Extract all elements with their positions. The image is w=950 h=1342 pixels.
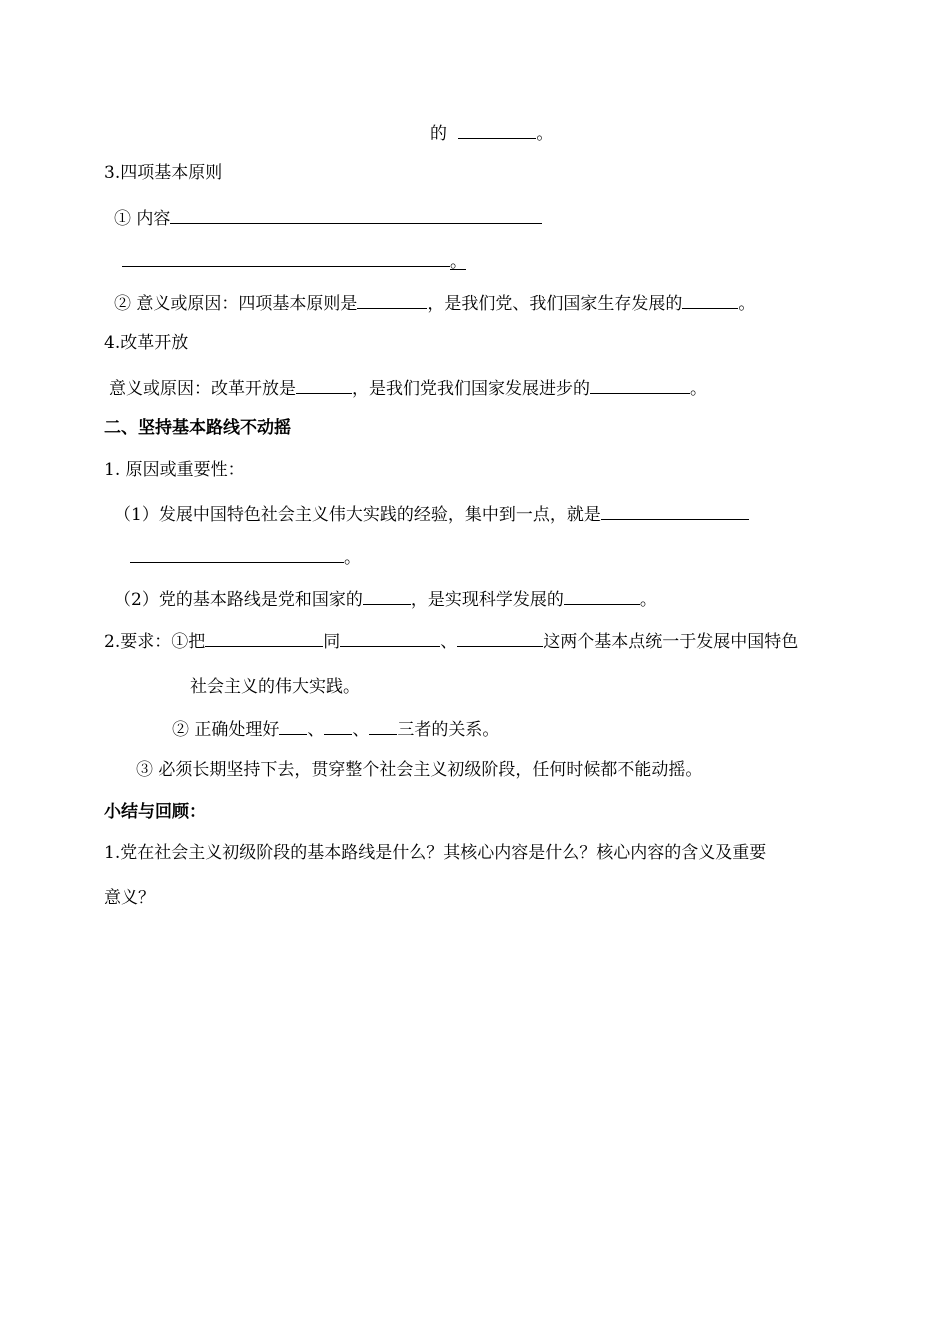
blank-content-1[interactable] [170, 205, 542, 224]
requirement-2-a: ② 正确处理好 [172, 720, 280, 740]
reform-meaning-a: 意义或原因：改革开放是 [109, 379, 296, 399]
blank-req-3[interactable] [457, 628, 543, 647]
line-content [114, 205, 542, 227]
blank-reform-2[interactable] [590, 375, 690, 394]
line-principles-meaning [114, 290, 755, 312]
heading-reform: 4.改革开放 [104, 333, 189, 353]
line-requirement-1-cont: 社会主义的伟大实践。 [190, 677, 360, 697]
principles-meaning-c: 。 [738, 294, 756, 314]
line-requirement-2 [172, 716, 499, 738]
line-reason-1 [114, 501, 749, 523]
line-reason-2 [114, 586, 657, 608]
blank-req-2[interactable] [340, 628, 440, 647]
blank-req2-3[interactable] [369, 716, 397, 735]
requirement-1-d: 这两个基本点统一于发展中国特色 [543, 632, 799, 652]
blank-req2-1[interactable] [279, 716, 307, 735]
reason-1-end: 。 [344, 548, 361, 568]
heading-four-principles: 3.四项基本原则 [104, 163, 223, 183]
heading-reasons: 1. 原因或重要性： [104, 460, 245, 480]
principles-meaning-b: ，是我们党、我们国家生存发展的 [427, 294, 683, 314]
reason-2-c: 。 [639, 590, 657, 610]
reform-meaning-c: 。 [690, 379, 707, 399]
line-1-prefix: 的 [430, 124, 447, 144]
blank-reform-1[interactable] [296, 375, 352, 394]
blank-principles-2[interactable] [682, 290, 738, 309]
section-heading-2: 二、坚持基本路线不动摇 [104, 418, 291, 438]
blank-reason-2a[interactable] [363, 586, 411, 605]
blank-reason-1a[interactable] [601, 501, 749, 520]
requirement-1-a: 2.要求：①把 [104, 632, 206, 652]
blank-reason-1b[interactable] [130, 544, 344, 563]
line-reason-1-cont [130, 544, 361, 566]
reason-2-a: （2）党的基本路线是党和国家的 [114, 590, 363, 610]
blank-req-1[interactable] [205, 628, 323, 647]
line-reform-meaning [109, 375, 707, 397]
requirement-2-d: 三者的关系。 [397, 720, 500, 740]
blank-principles-1[interactable] [357, 290, 427, 309]
line-1 [430, 120, 553, 142]
blank-content-2[interactable] [122, 248, 450, 267]
blank-reason-2b[interactable] [564, 586, 640, 605]
line-requirement-1 [104, 628, 798, 650]
reform-meaning-b: ，是我们党我们国家发展进步的 [352, 379, 590, 399]
line-1-suffix: 。 [536, 124, 554, 144]
line-content-cont [122, 248, 466, 270]
question-1-cont: 意义？ [104, 888, 155, 908]
reason-2-b: ，是实现科学发展的 [410, 590, 564, 610]
reason-1-text: （1）发展中国特色社会主义伟大实践的经验，集中到一点，就是 [114, 505, 601, 525]
requirement-1-c: 、 [440, 632, 458, 652]
requirement-1-b: 同 [323, 632, 341, 652]
line-requirement-3: ③ 必须长期坚持下去，贯穿整个社会主义初级阶段，任何时候都不能动摇。 [136, 760, 703, 780]
content-end-mark: 。 [450, 252, 467, 272]
principles-meaning-a: ② 意义或原因：四项基本原则是 [114, 294, 358, 314]
requirement-2-c: 、 [352, 720, 370, 740]
content-label: ① 内容 [114, 209, 171, 229]
summary-heading: 小结与回顾： [104, 802, 206, 822]
question-1: 1.党在社会主义初级阶段的基本路线是什么？其核心内容是什么？核心内容的含义及重要 [104, 843, 767, 863]
blank-req2-2[interactable] [324, 716, 352, 735]
requirement-2-b: 、 [307, 720, 325, 740]
blank-1[interactable] [458, 120, 536, 139]
